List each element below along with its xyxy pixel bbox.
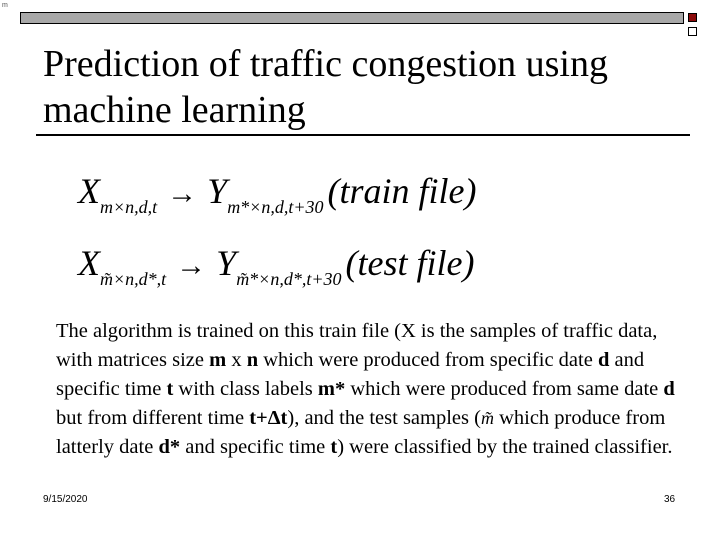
title-underline [36, 134, 690, 136]
arrow-icon: → [167, 177, 198, 210]
body-bold-n: n [246, 349, 259, 371]
formula-label: (train file) [327, 171, 477, 211]
body-bold-m: m [209, 349, 227, 371]
body-mtilde: m̃ [480, 408, 494, 428]
body-bold-dstar: d* [158, 436, 181, 458]
body-bold-mstar: m* [317, 378, 346, 400]
footer-date: 9/15/2020 [43, 494, 88, 505]
formula-rhs-sub: m̃*×n,d*,t+30 [236, 269, 342, 289]
body-text-run: ), and the test samples ( [287, 407, 481, 429]
formula-lhs-sub: m×n,d,t [100, 197, 158, 217]
formula-label: (test file) [345, 243, 475, 283]
body-bold-tdt: t+Δt [249, 407, 288, 429]
top-decorative-bar [20, 12, 684, 24]
white-square-icon [688, 27, 697, 36]
red-square-icon [688, 13, 697, 22]
slide-title: Prediction of traffic congestion using machine learning [43, 43, 608, 131]
body-bold-t: t [330, 436, 338, 458]
formula-lhs-var: X [78, 171, 100, 211]
body-text-run: which were produced from same date [345, 378, 664, 400]
body-text-run: and specific time [56, 349, 645, 400]
formula-test [78, 242, 475, 289]
body-text-run: and specific time [180, 436, 331, 458]
formula-rhs-var: Y [207, 171, 228, 211]
body-text-run: ) were classified by the trained classifier. [337, 436, 673, 458]
body-text-run: The algorithm is trained on this train file (X is the samples of traffic data, with matrices size [56, 320, 658, 371]
body-paragraph [56, 317, 686, 462]
body-bold-d: d [597, 349, 610, 371]
body-text-run: which were produced from specific date [258, 349, 598, 371]
corner-mark: m [2, 2, 8, 9]
body-text-run: which produce from latterly date [56, 407, 666, 458]
body-bold-t: t [166, 378, 174, 400]
arrow-icon: → [176, 249, 207, 282]
formula-rhs-sub: m*×n,d,t+30 [227, 197, 324, 217]
body-text-run: x [226, 349, 247, 371]
footer-page-number: 36 [664, 494, 676, 505]
formula-train [78, 170, 477, 217]
formula-rhs-var: Y [216, 243, 237, 283]
formula-lhs-var: X [78, 243, 100, 283]
body-text-run: with class labels [173, 378, 318, 400]
body-text-run: but from different time [56, 407, 250, 429]
body-bold-d: d [663, 378, 675, 400]
formula-lhs-sub: m̃×n,d*,t [100, 269, 167, 289]
